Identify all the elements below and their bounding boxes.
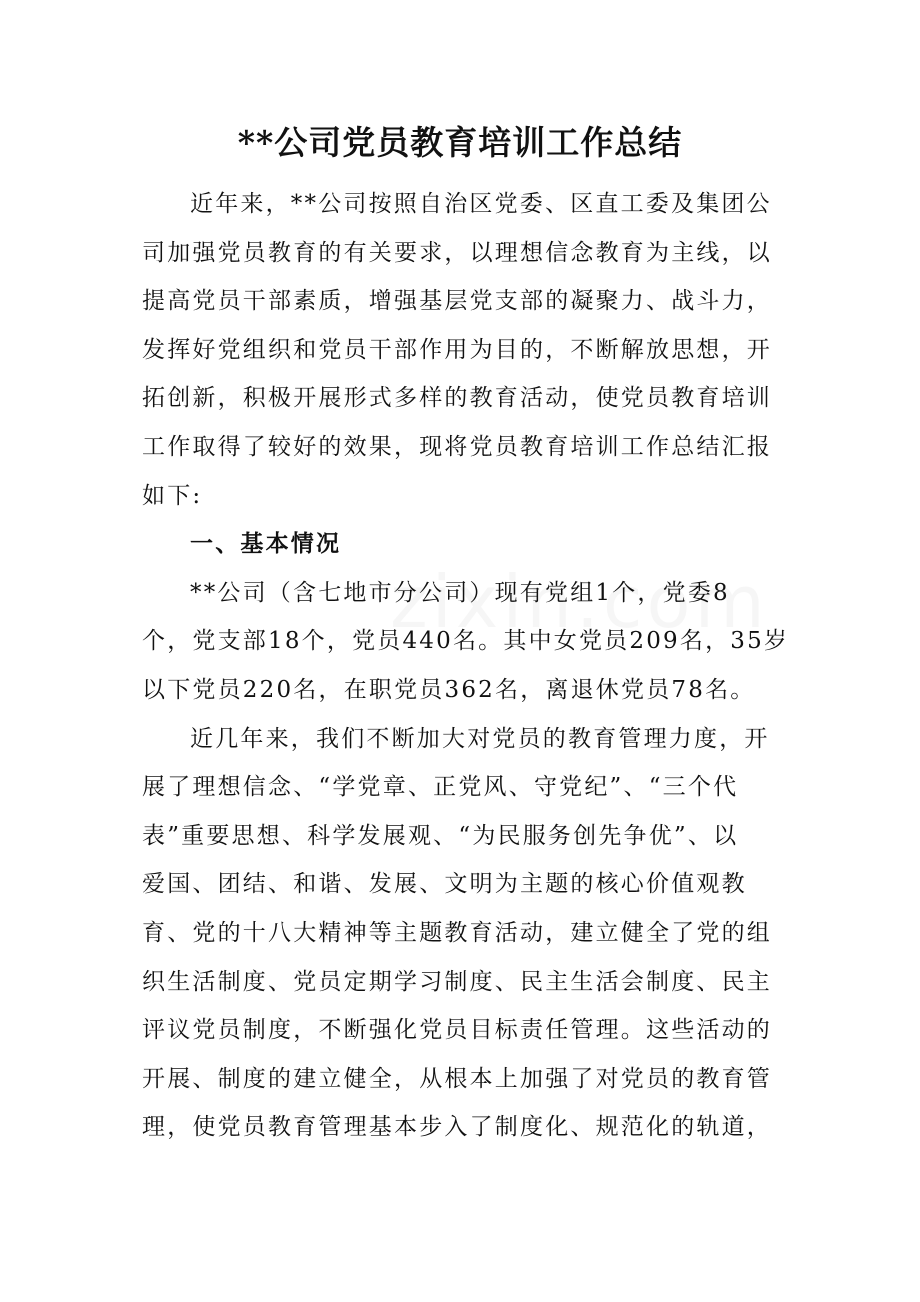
section-heading: 一、基本情况 [190,530,342,558]
paragraph-line: 近几年来，我们不断加大对党员的教育管理力度，开 [190,725,770,752]
paragraph-line: 司加强党员教育的有关要求，以理想信念教育为主线，以 [142,239,772,266]
document-title: **公司党员教育培训工作总结 [237,123,683,162]
paragraph-line: 育、党的十八大精神等主题教育活动，建立健全了党的组 [142,919,772,946]
paragraph-line: 个，党支部18个，党员440名。其中女党员209名，35岁 [142,628,790,655]
paragraph-line: 表”重要思想、科学发展观、“为民服务创先争优”、以 [142,822,739,849]
paragraph-line: 理，使党员教育管理基本步入了制度化、规范化的轨道， [142,1114,772,1141]
paragraph-line: 工作取得了较好的效果，现将党员教育培训工作总结汇报 [142,433,772,460]
paragraph-line: 发挥好党组织和党员干部作用为目的，不断解放思想，开 [142,336,772,363]
paragraph-line: 如下: [142,482,203,509]
document-body [142,180,790,1152]
paragraph-line: 开展、制度的建立健全，从根本上加强了对党员的教育管 [142,1065,772,1092]
paragraph-line: 拓创新，积极开展形式多样的教育活动，使党员教育培训 [142,385,772,412]
paragraph-line: 提高党员干部素质，增强基层党支部的凝聚力、战斗力， [142,288,772,315]
paragraph-line: 爱国、团结、和谐、发展、文明为主题的核心价值观教 [142,871,747,898]
paragraph-line: 近年来，**公司按照自治区党委、区直工委及集团公 [190,191,772,217]
paragraph-line: 织生活制度、党员定期学习制度、民主生活会制度、民主 [142,968,772,995]
paragraph-line: 展了理想信念、“学党章、正党风、守党纪”、“三个代 [142,774,739,801]
paragraph-line: 评议党员制度，不断强化党员目标责任管理。这些活动的 [142,1017,772,1044]
paragraph-line: **公司（含七地市分公司）现有党组1个，党委8 [190,579,730,606]
paragraph-line: 以下党员220名，在职党员362名，离退休党员78名。 [142,676,756,703]
